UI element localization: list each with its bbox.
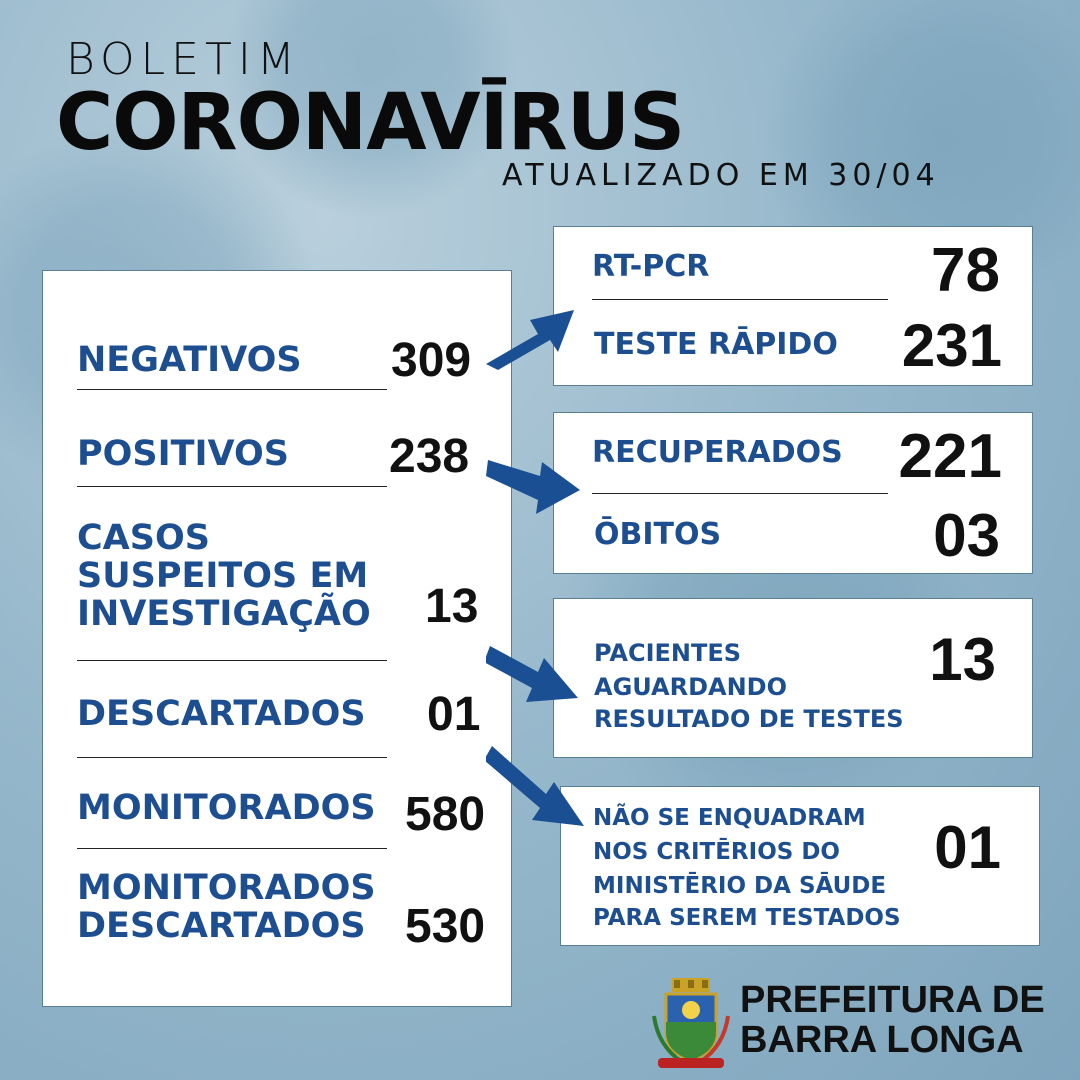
awaiting-label-line2: AGUARDANDO (594, 673, 787, 701)
monitored-discarded-label: MONITORADOS DESCARTADOS (77, 868, 376, 946)
divider (77, 660, 387, 661)
not-eligible-line3: MINISTĒRIO DA SĀUDE (593, 873, 887, 899)
suspected-cases-value: 13 (425, 580, 479, 633)
suspected-cases-label: CASOS SUSPEITOS EM INVESTIGAÇÃO (77, 518, 371, 634)
update-date: ATUALIZADO EM 30/04 (502, 158, 940, 193)
recovered-value: 221 (898, 422, 1002, 491)
divider (77, 757, 387, 758)
discarded-label: DESCARTADOS (77, 694, 366, 734)
positives-value: 238 (389, 430, 470, 483)
divider (77, 848, 387, 849)
divider (592, 299, 888, 300)
awaiting-results-panel (553, 598, 1033, 758)
rt-pcr-value: 78 (931, 236, 1000, 305)
deaths-value: 03 (933, 502, 1000, 569)
prefecture-name (740, 980, 1045, 1060)
not-eligible-line2: NOS CRITĒRIOS DO (593, 839, 840, 865)
outcomes-panel (553, 412, 1033, 574)
negatives-value: 309 (391, 334, 472, 387)
deaths-label: ŌBITOS (594, 517, 722, 552)
awaiting-value: 13 (929, 626, 996, 693)
case-summary-panel (42, 270, 512, 1007)
positives-label: POSITIVOS (77, 434, 289, 474)
prefecture-line1: PREFEITURA DE (740, 979, 1045, 1021)
arrow-icon (480, 300, 580, 380)
negatives-label: NEGATIVOS (77, 340, 302, 380)
awaiting-label-line3: RESULTADO DE TESTES (594, 705, 904, 733)
tests-panel (553, 226, 1033, 386)
arrow-icon (486, 734, 596, 834)
bulletin-label: BOLETIM (66, 34, 301, 85)
monitored-value: 580 (405, 788, 486, 841)
not-eligible-line4: PARA SEREM TESTADOS (593, 905, 901, 931)
rapid-test-label: TESTE RĀPIDO (594, 327, 838, 362)
monitored-label: MONITORADOS (77, 788, 376, 828)
prefecture-line2: BARRA LONGA (740, 1019, 1024, 1061)
not-eligible-line1: NÃO SE ENQUADRAM (593, 805, 866, 831)
arrow-icon (484, 436, 584, 516)
rapid-test-value: 231 (901, 312, 1002, 379)
rt-pcr-label: RT-PCR (592, 249, 710, 284)
divider (77, 486, 387, 487)
not-eligible-panel (560, 786, 1040, 946)
municipal-crest-logo (652, 976, 730, 1072)
monitored-discarded-value: 530 (405, 900, 486, 953)
divider (77, 389, 387, 390)
divider (592, 493, 888, 494)
recovered-label: RECUPERADOS (592, 435, 843, 470)
discarded-value: 01 (427, 688, 481, 741)
not-eligible-value: 01 (934, 814, 1001, 881)
arrow-icon (486, 630, 586, 710)
awaiting-label-line1: PACIENTES (594, 639, 742, 667)
page-title: CORONAVĪRUS (56, 78, 685, 168)
